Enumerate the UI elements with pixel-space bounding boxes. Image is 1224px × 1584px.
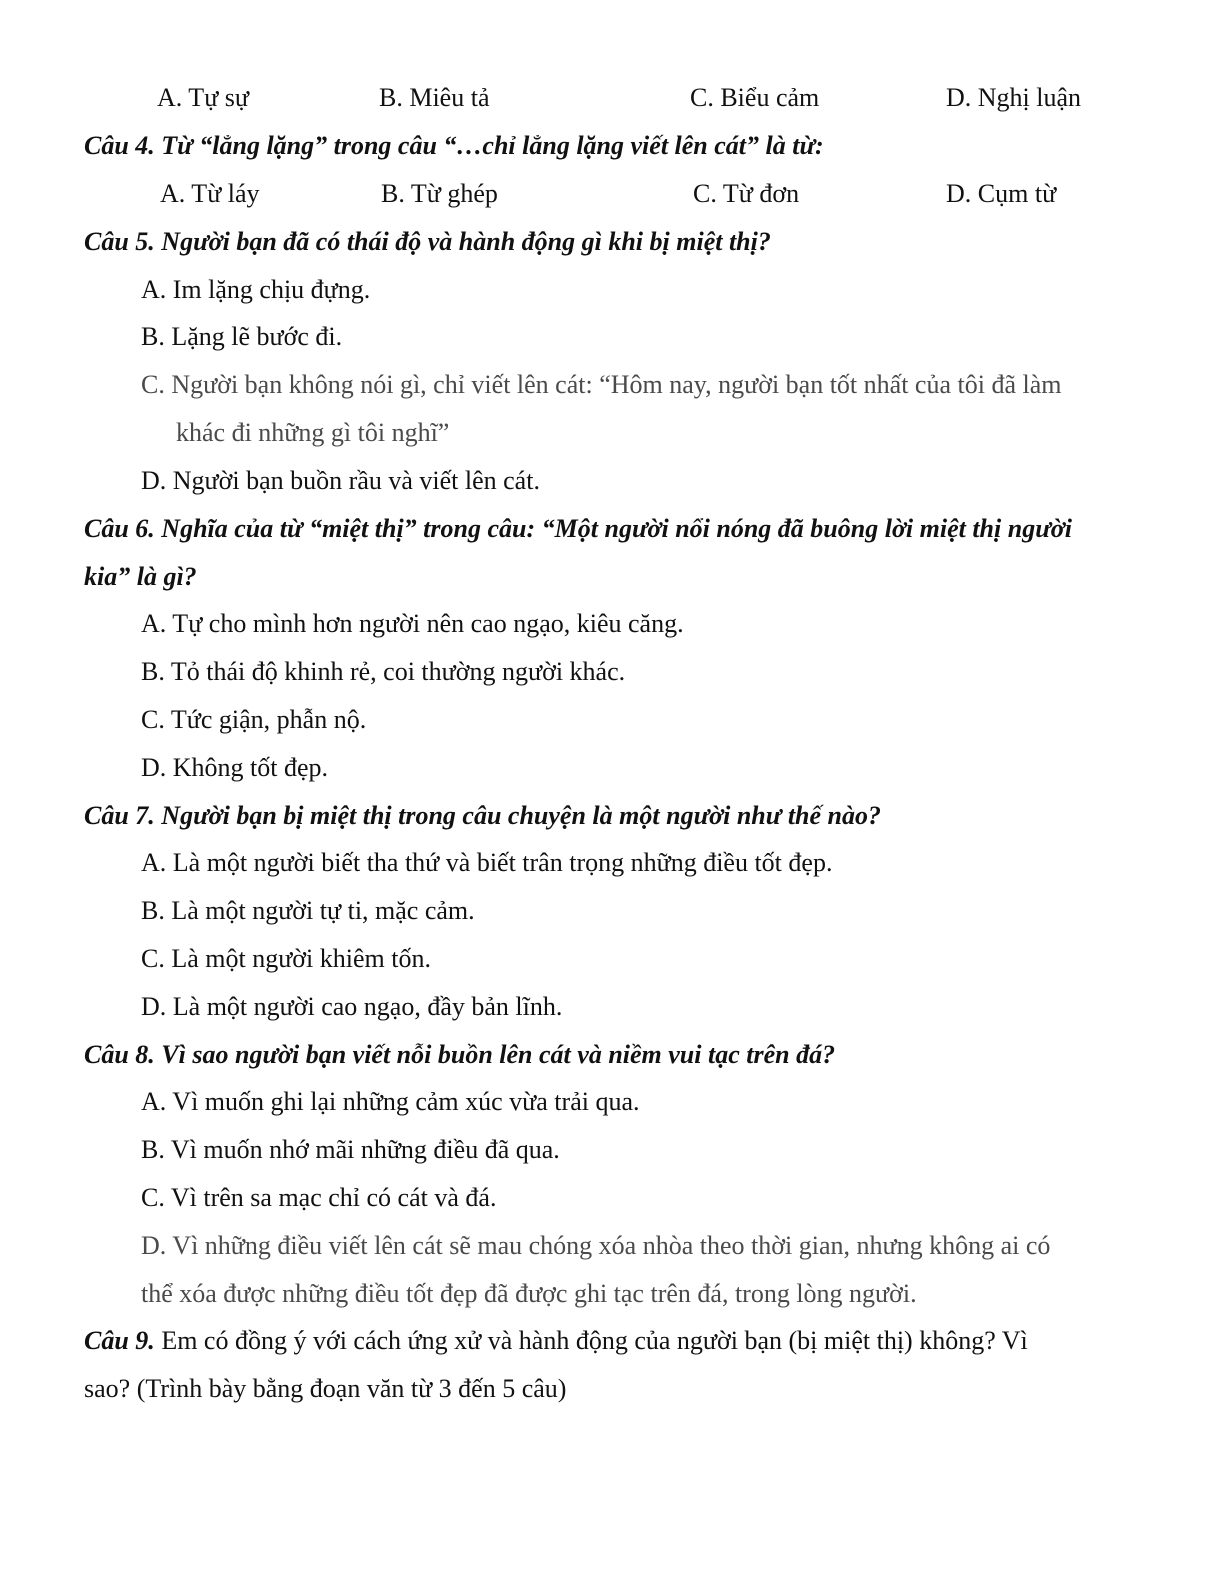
question-5: Câu 5. Người bạn đã có thái độ và hành động gì khi bị miệt thị? [84,227,771,256]
q5-option-c: C. Người bạn không nói gì, chỉ viết lên cát: “Hôm nay, người bạn tốt nhất của tôi đã làm [141,370,1062,399]
question-6: Câu 6. Nghĩa của từ “miệt thị” trong câu: “Một người nổi nóng đã buông lời miệt thị người [84,514,1072,543]
q4-option-a: A. Từ láy [160,179,260,208]
q6-option-d: D. Không tốt đẹp. [141,753,329,782]
q3-option-d: D. Nghị luận [946,83,1082,112]
question-6-continued: kia” là gì? [84,562,197,591]
q7-option-d: D. Là một người cao ngạo, đầy bản lĩnh. [141,992,563,1021]
q4-option-d: D. Cụm từ [946,179,1057,208]
q5-option-b: B. Lặng lẽ bước đi. [141,322,343,351]
q3-option-a: A. Tự sự [157,83,249,112]
question-7: Câu 7. Người bạn bị miệt thị trong câu chuyện là một người như thế nào? [84,801,881,830]
q5-option-a: A. Im lặng chịu đựng. [141,275,371,304]
q8-option-a: A. Vì muốn ghi lại những cảm xúc vừa trải qua. [141,1087,640,1116]
q3-option-b: B. Miêu tả [379,83,490,112]
q4-option-c: C. Từ đơn [693,179,800,208]
q7-option-b: B. Là một người tự ti, mặc cảm. [141,896,475,925]
question-9 [84,1325,1028,1357]
q6-option-b: B. Tỏ thái độ khinh rẻ, coi thường người khác. [141,657,626,686]
question-4: Câu 4. Từ “lẳng lặng” trong câu “…chỉ lẳng lặng viết lên cát” là từ: [84,131,824,160]
question-8: Câu 8. Vì sao người bạn viết nỗi buồn lên cát và niềm vui tạc trên đá? [84,1040,836,1069]
q5-option-c-continued: khác đi những gì tôi nghĩ” [176,418,450,447]
question-9-text: Em có đồng ý với cách ứng xử và hành động của người bạn (bị miệt thị) không? Vì [154,1326,1028,1355]
q8-option-b: B. Vì muốn nhớ mãi những điều đã qua. [141,1135,560,1164]
q6-option-a: A. Tự cho mình hơn người nên cao ngạo, kiêu căng. [141,609,684,638]
q5-option-d: D. Người bạn buồn rầu và viết lên cát. [141,466,540,495]
q8-option-d: D. Vì những điều viết lên cát sẽ mau chóng xóa nhòa theo thời gian, nhưng không ai có [141,1231,1051,1260]
q8-option-c: C. Vì trên sa mạc chỉ có cát và đá. [141,1183,497,1212]
q4-option-b: B. Từ ghép [381,179,498,208]
q7-option-a: A. Là một người biết tha thứ và biết trân trọng những điều tốt đẹp. [141,848,833,877]
q7-option-c: C. Là một người khiêm tốn. [141,944,431,973]
question-9-continued: sao? (Trình bày bằng đoạn văn từ 3 đến 5 câu) [84,1374,567,1403]
q3-option-c: C. Biểu cảm [690,83,820,112]
question-9-label: Câu 9. [84,1326,155,1355]
q6-option-c: C. Tức giận, phẫn nộ. [141,705,367,734]
q8-option-d-continued: thể xóa được những điều tốt đẹp đã được ghi tạc trên đá, trong lòng người. [141,1279,917,1308]
